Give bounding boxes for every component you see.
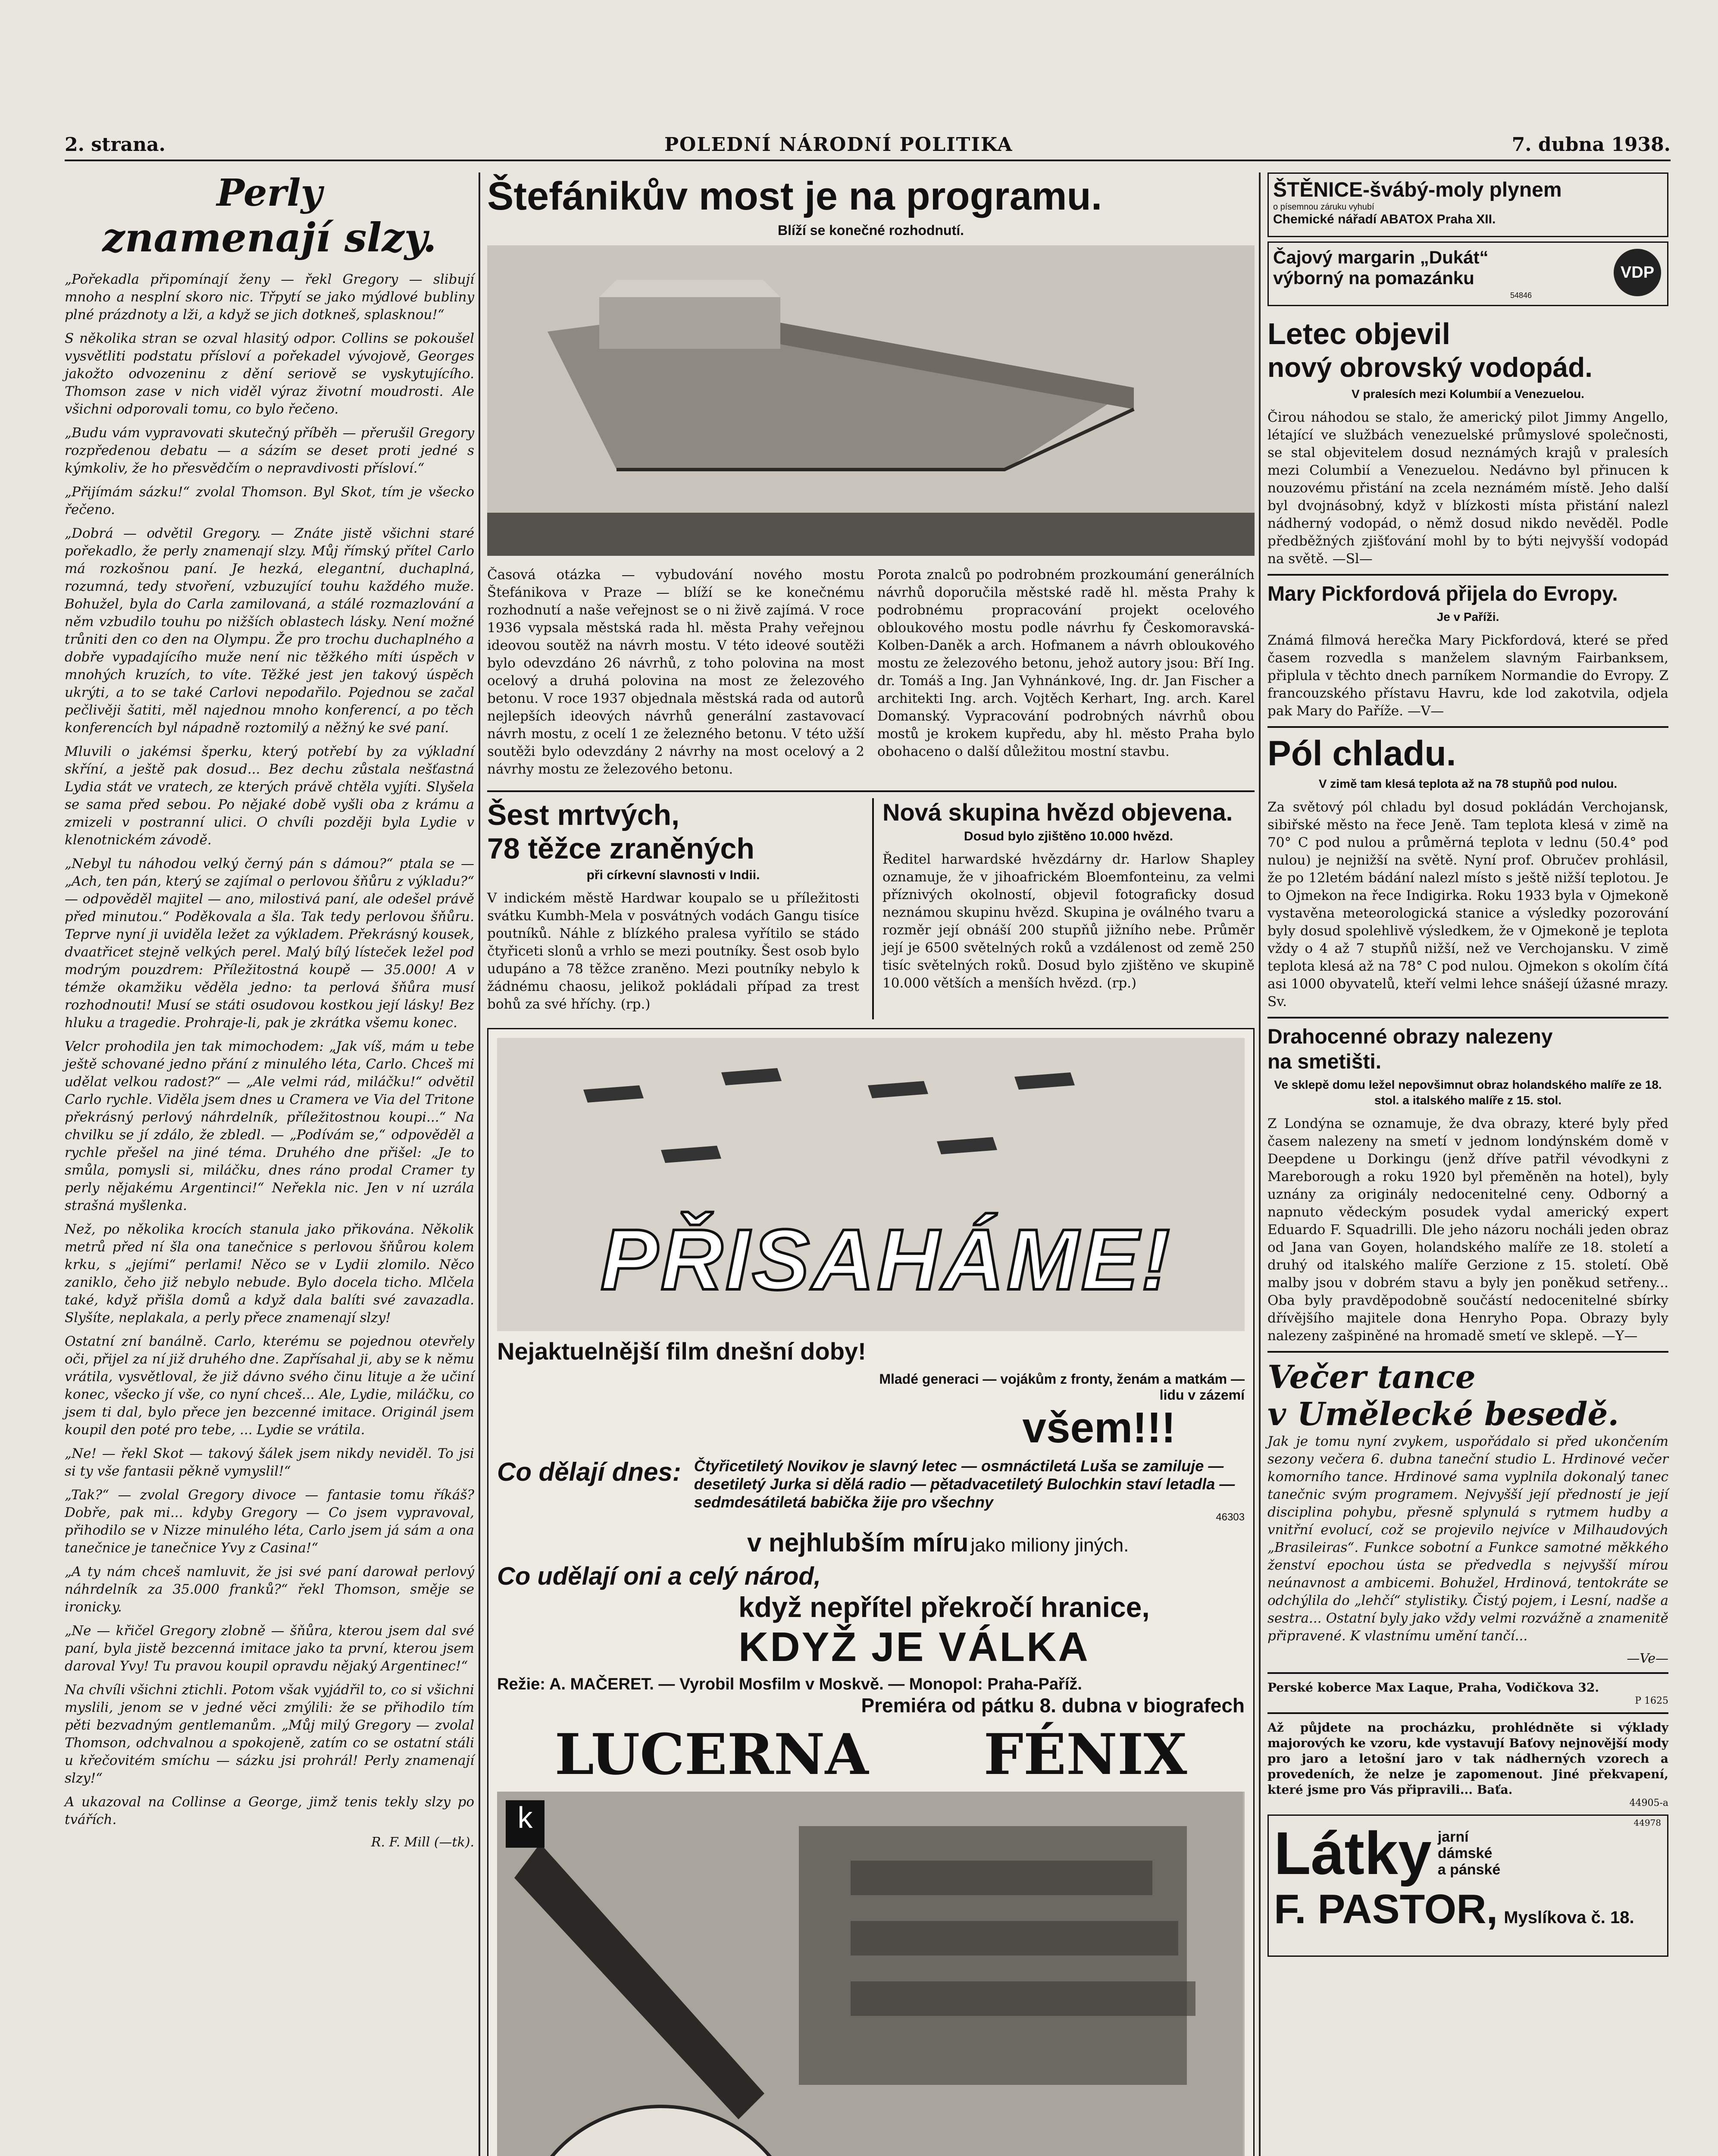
ad-stenice: [1267, 172, 1668, 237]
ad-bata: [1267, 1720, 1668, 1808]
ad-koberce: [1267, 1680, 1668, 1706]
film-premiera: Premiéra od pátku 8. dubna v biografech: [861, 1694, 1245, 1717]
cinema-names: [497, 1721, 1245, 1787]
article-sest: [487, 798, 859, 1019]
film-title: PŘISAHÁME!: [601, 1212, 1173, 1308]
ad-latky-code: 44978: [1634, 1818, 1661, 1828]
ad-margarin-line2: výborný na pomazánku: [1273, 268, 1474, 288]
film-advertisement: [487, 1028, 1255, 2156]
ad-latky-big: Látky: [1274, 1819, 1432, 1887]
right-column: [1267, 172, 1668, 1957]
article-paragraph: „Budu vám vypravovati skutečný příběh — přerušil Gregory rozpředenou debatu — a sázím se deset proti jedné s kýmkoliv, že ho přesvědčím o nepravdivosti přísloví.“: [65, 425, 474, 476]
stefanik-text-1: Časová otázka — vybudování nového mostu Štefánikova v Praze — blíží se ke konečnému rozhodnutí a naše veřejnost se o ni živě zajímá. V roce 1936 vypsala městská rada hl. města Prahy veřejnou ideovou soutěž na návrh mostu. V této ideové soutěži bylo odevzdáno 26 návrhů, z toho polovina na most ocelový a druhá polovina na most ze železového betonu. V roce 1937 objednala městská rada od autorů nejlepších ideových návrhů generální zastavovací návrh mostu, z ocelí 1 ze železného betonu. V této užší soutěži bylo odevzdány 2 návrhy na most ocelový a 2 návrhy mostu ze železového betonu.: [487, 567, 864, 777]
letec-subtitle: V pralesích mezi Kolumbií a Venezuelou.: [1352, 387, 1584, 401]
ad-latky-address: Myslíkova č. 18.: [1504, 1908, 1634, 1927]
article-letec: [1267, 317, 1668, 568]
article-paragraph: Na chvíli všichni ztichli. Potom však vyjádřil to, co si všichni myslili, jenom se v jedné věci zmýlili: že se přihodilo tím pěti bezvadným gentlemanům. „Můj milý Gregory — zvolal Thomson, odchvalnou a spokojeně, zatím co se ostatní stáli u křečovitém smíchu — sázku jsi prohrál! Perly znamenají slzy!“: [65, 1682, 474, 1786]
divider: [1267, 574, 1668, 576]
vecer-signature: —Ve—: [1627, 1651, 1668, 1666]
drahocenne-subtitle: Ve sklepě domu ležel nepovšimnut obraz holandského malíře ze 18. stol. a italského malíře z 15. stol.: [1274, 1078, 1662, 1107]
page-number: 2. strana.: [65, 133, 166, 156]
newspaper-title: POLEDNÍ NÁRODNÍ POLITIKA: [664, 133, 1013, 156]
film-udelaji: Co udělají oni a celý národ,: [497, 1562, 821, 1590]
article-paragraph: „Tak?“ — zvolal Gregory divoce — fantasie tomu říkáš? Dobře, pak mi... kdyby Gregory — Co jsem vypravoval, přihodilo se v Nizze minulého léta, Carlo jsem já sám a ona tanečnice je tanečnice Yvy z Casina!“: [65, 1487, 474, 1556]
article-paragraph: „Ne! — řekl Skot — takový šálek jsem nikdy neviděl. To jsi si ty vše fantasii pěkně vymyslil!“: [65, 1446, 474, 1479]
sest-title-2: 78 těžce zraněných: [487, 832, 754, 865]
article-perly: [65, 172, 474, 1850]
hvezd-text: Ředitel harwardské hvězdárny dr. Harlow Shapley oznamuje, že v jihoafrickém Bloemfonteinu, za velmi příznivých okolností, objevil fotograficky dosud neznámou skupinu hvězd. Skupina je oválného tvaru a rozměr její obnáší 200 stupňů jižního nebe. Průměr její je 6500 světelných roků a vzdálenost od země 250 tisíc světelných roků. Dosud bylo zjištěno ve skupině 10.000 větších a menších hvězd. (rp.): [882, 852, 1255, 991]
issue-date: 7. dubna 1938.: [1511, 133, 1671, 156]
sest-title-1: Šest mrtvých,: [487, 799, 679, 831]
ad-bata-code: 44905-a: [1629, 1798, 1668, 1808]
bridge-model-photo: [487, 245, 1255, 556]
article-title-line2: znamenají slzy.: [102, 214, 437, 261]
ad-abatox: Chemické nářadí ABATOX Praha XII.: [1273, 212, 1496, 226]
divider: [487, 790, 1255, 792]
ad-margarin-code: 54846: [1510, 291, 1532, 300]
ad-latky-small: [1438, 1829, 1501, 1878]
ad-koberce-code: P 1625: [1635, 1695, 1668, 1706]
article-paragraph: „A ty nám chceš namluvit, že jsi své paní darował perlový náhrdelník za 35.000 franků?“ řekl Thomson, směje se ironicky.: [65, 1564, 474, 1615]
article-paragraph: „Dobrá — odvětil Gregory. — Znáte jistě všichni staré pořekadlo, že perly znamenají slzy. Můj římský přítel Carlo má rozkošnou paní. Je hezká, elegantní, duchaplná, rozumná, tedy stvoření, vzbuzující touhu každého muže. Bohužel, byla do Carla zamilovaná, a stálé rozmazlování a něm vzbudilo touhu po nižších oblastech lásky. Není možné trůniti den co den na Olympu. Že pro trochu duchaplného a dobře vypadajícího muže není nic těžkého míti úspěch v mnohých kruzích, to víte. Těžké jest jen takový úspěch ukrýti, a to se také Carlovi nepodařilo. Pojednou se začal pečlivěji šatiti, měl najednou mnoho konferencí, a po těch konferencích byl nápadně roztomilý a něžný ke své paní.: [65, 526, 474, 736]
drahocenne-title-1: Drahocenné obrazy nalezeny: [1267, 1025, 1553, 1048]
film-today-row: [497, 1457, 1245, 1511]
film-rezie: Režie: A. MAČERET. — Vyrobil Mosfilm v Moskvě. — Monopol: Praha-Paříž.: [497, 1675, 1082, 1693]
article-paragraph: Mluvili o jakémsi šperku, který potřebí by za výkladní skříní, a ještě pak dosud... Bez dechu zůstala nešťastná Lydia stát ve vratech, ze kterých právě chtěla vyjíti. Slyšela se sama před sebou. Po nějaké době vyšli oba z krámu a zmizeli v postranní ulici. O chvíli později byla Lydie v klenotnickém závodě.: [65, 744, 474, 848]
article-paragraph: Ostatní zní banálně. Carlo, kterému se pojednou otevřely oči, přijel za ní již druhého dne. Zapřísahal ji, aby se k němu vrátila, vysvětloval, že již dávno svého činu lituje a že učiní konec, všecko jí vše, co nyní chceš... Ale, Lydie, miláčku, co jsem ti dal, bylo přece jen bezcenné imitace. Originál jsem koupil den poté pro tebe, ... Lydie se vrátila.: [65, 1334, 474, 1438]
vecer-title-2: v Umělecké besedě.: [1267, 1396, 1619, 1433]
bugler-boy-icon: [497, 1792, 1243, 2156]
pol-title: Pól chladu.: [1267, 734, 1456, 773]
vdp-logo-icon: VDP: [1614, 249, 1661, 296]
article-body: [65, 271, 474, 1829]
hvezd-title: Nová skupina hvězd objevena.: [882, 799, 1233, 826]
ad-bata-text: Až půjdete na procházku, prohlédněte si výklady majorových ke vzoru, kde vystavují Baťovy nejnovější mody pro jaro a letošní jaro v tak nádherných vzorech a provedeních, že nelze je zapomenout. Jiné překvapení, které jsme pro Vás připravili... Baťa.: [1267, 1720, 1668, 1797]
article-paragraph: A ukazoval na Collinse a George, jimž tenis tekly slzy po tvářích.: [65, 1794, 474, 1827]
ad-stenice-small: o písemnou záruku vyhubí: [1273, 202, 1374, 212]
ad-latky-jarni: jarní: [1437, 1829, 1469, 1845]
mary-text: Známá filmová herečka Mary Pickfordová, které se před časem rozvedla s manželem slavným Fairbanksem, připlula v těchto dnech parníkem Normandie do Evropy. Z francouzského přístavu Havru, kde lod zakotvila, odjela pak Mary do Paříže. —V—: [1267, 633, 1668, 719]
ad-latky-damske: dámské: [1437, 1845, 1493, 1861]
drahocenne-text: Z Londýna se oznamuje, že dva obrazy, které byly před časem nalezeny na smetí v jednom londýnském domě v Deepdene u Dorkingu (jenž dříve patřil vévodkyni z Mareborough a roku 1920 byl přeměněn na hotel), byly uznány za originály nedocenitelné ceny. Odborný a napnuto vědeckým posudek vydal americký expert Eduardo F. Squadrilli. Dle jeho názoru nocháli jeden obraz od Jana van Goyen, holandského malíře ze 18. století a druhý od italského malíře Gerzione z 15. století. Obě malby jsou v dobrém stavu a byly jen poněkud setřeny... Oba byly pravděpodobně součástí nedocenitelné sbírky dřívějšího majitele dona Henryho Popa. Obrazy byly nalezeny zašpiněné na hromadě smetí ve sklepě. —Y—: [1267, 1116, 1668, 1344]
divider: [1267, 1017, 1668, 1018]
divider: [1267, 1712, 1668, 1714]
pol-subtitle: V zimě tam klesá teplota až na 78 stupňů pod nulou.: [1318, 777, 1618, 790]
vecer-title-1: Večer tance: [1267, 1359, 1476, 1396]
mary-title: Mary Pickfordová přijela do Evropy.: [1267, 583, 1618, 605]
bridge-model-image: [487, 245, 1255, 556]
letec-title-1: Letec objevil: [1267, 317, 1451, 351]
film-peace-row: [747, 1528, 1245, 1557]
article-paragraph: „Ne — křičel Gregory zlobně — šňůra, kterou jsem dal své paní, byla jistě bezcenná imitace jako ta první, kterou jsem daroval Yvy! Tu pravou koupil opravdu nějaký Argentinec!“: [65, 1623, 474, 1674]
letec-text: Čirou náhodou se stalo, že americký pilot Jimmy Angello, létající ve službách venezuelské průmyslové společnosti, se stal objevitelem dosud neznámých krajů v pralesích mezi Columbií a Venezuelou. Nedávno byl přinucen k nouzovému přistání na zcela neznámém místě. Jeho další byl dvojnásobný, když v blízkosti místa přistání nalezl nádherný vodopád, o němž dosud nikdo nevěděl. Podle předběžných zjišťování mohl by to býti nejvyšší vodopád na světě. —Sl—: [1267, 410, 1668, 567]
film-mir-2: jako miliony jiných.: [970, 1535, 1129, 1556]
hvezd-subtitle: Dosud bylo zjištěno 10.000 hvězd.: [964, 829, 1173, 843]
article-title-line1: Perly: [216, 171, 322, 215]
stefanik-text-2: Porota znalců po podrobném prozkoumání generálních návrhů doporučila městské radě hl. města Prahy k podrobnému propracování projekt ocelového obloukového mostu podle návrhu fy Českomoravská-Kolben-Daněk a arch. Hofmanem a návrh obloukového mostu ze železového betonu, jehož autory jsou: Bří Ing. dr. Tomáš a Ing. Jan Vyhnánkové, Ing. dr. Jan Fischer a architekti Ing. arch. Vojtěch Kerhart, Ing. arch. Karel Domanský. Vypracování podrobných návrhů obou mostů je krokem kupředu, aby hl. město Praha bylo obohaceno o další důležitou mostní stavbu.: [877, 567, 1255, 759]
logo-k: k: [506, 1800, 545, 1848]
ad-latky: [1267, 1814, 1668, 1957]
stefanik-body: [487, 566, 1255, 784]
article-paragraph: „Přijímám sázku!“ zvolal Thomson. Byl Skot, tím je všecko řečeno.: [65, 484, 474, 517]
film-co-delaji-text: Čtyřicetiletý Novikov je slavný letec — osmnáctiletá Luša se zamiluje — desetiletý Jurka si dělá radio — pětadvacetiletý Bulochkin staví letadla — sedmdesátiletá babička žije pro všechny: [694, 1457, 1235, 1511]
article-paragraph: „Nebyl tu náhodou velký černý pán s dámou?“ ptala se — „Ach, ten pán, který se zajímal o perlovou šňůru z výkladu?“ — odpověděl majitel — ano, milostivá paní, ale odešel právě před minutou.“ Poděkovala a šla. Tak tedy perlovou šňůru. Teprve nyní ji uviděla ležet za výkladem. Překrásný kousek, dvaatřicet stejně velkých perel. Malý bílý lísteček ležel pod modrým pouzdrem: Příležitostná koupě — 35.000! A v témže okamžiku věděla jedno: ta perlová šňůra musí rozhodnouti! Musí se státi osudovou kostkou její lásky! Bez hluku a tragedie. Prohraje-li, pak je zkrátka všemu konec.: [65, 856, 474, 1031]
page-header: [65, 129, 1671, 161]
cinema-fenix: FÉNIX: [983, 1721, 1187, 1787]
cinema-lucerna: LUCERNA: [554, 1721, 869, 1787]
letec-title-2: nový obrovský vodopád.: [1267, 352, 1593, 383]
ad-stenice-title: ŠTĚNICE-švábý-moly plynem: [1273, 179, 1562, 201]
article-paragraph: Velcr prohodila jen tak mimochodem: „Jak víš, mám u tebe ještě schované jedno přání z minulého léta, Carlo. Chceš mi udělat velkou radost?“ — „Ale velmi rád, miláčku!“ odvětil Carlo rychle. Viděla jsem dnes u Cramera ve Via del Tritone překrásný perlový náhrdelník, příležitostnou koupi...“ Na chvilku se jí zdálo, že zbledl. — „Podívám se,“ odpověděl a rychle přešel na jiné téma. Druhého dne přišel: „Je to smůla, pomysli si, miláčku, dnes ráno prodal Cramer ty perly nějakému Argentinci!“ Neřekla nic. Jen v ní uzrála strašná myšlenka.: [65, 1039, 474, 1213]
pol-text: Za světový pól chladu byl dosud pokládán Verchojansk, sibiřské město na řece Jeně. Tam teplota klesá v zimě na 70° C pod nulou a průměrná teplota v lednu (50.4° pod nulou) je nejnižší na světě. Nyní prof. Obručev prohlásil, že po 12letém bádání nalezl místo s ještě nižší teplotou. Je to Ojmekon na řece Indigirka. Roku 1933 byla v Ojmekoně vystavěna meteorologická stanice a výsledky pozorování byly dosud spolehlivě výsledkem, že v Ojmekoně je teplota vždy o 4 až 7 stupňů nižší, než ve Verchojansku. V zimě teplota klesá až na 78° C pod nulou. Ojmekon s okolím čítá asi 1000 obyvatelů, kteří velmi lehce snášejí úžasné mrazy. Sv.: [1267, 799, 1668, 1009]
article-drahocenne: [1267, 1025, 1668, 1345]
film-nepritel: když nepřítel překročí hranice,: [739, 1591, 1150, 1623]
film-audience: Mladé generaci — vojákům z fronty, ženám a matkám — lidu v zázemí: [879, 1371, 1245, 1403]
ad-margarin-title: Čajový margarin „Dukát“: [1273, 247, 1489, 267]
column-rule-1: [479, 172, 480, 2156]
article-paragraph: S několika stran se ozval hlasitý odpor. Collins se pokoušel vysvětliti podstatu přísloví a pořekadel vývojově, Georges jakožto odvozeninu z dění seriově se vyskytujícího. Thomson zase v nich viděl výraz životní moudrosti. Ale všichni odporovali tomu, co bylo řečeno.: [65, 331, 474, 417]
article-pol: [1267, 734, 1668, 1011]
film-poster-top: [497, 1038, 1245, 1331]
vecer-text: Jak je tomu nyní zvykem, uspořádalo si před ukončením sezony večera 6. dubna taneční studio L. Hrdinové večer komorního tance. Hrdinové sama vyplnila dokonalý tanec tanečnic svým programem. Nejvyšší její předností je její disciplina pohybu, přesně splynulá s rytmem hudby a vnitřní evolucí, což se projevilo nejvíce v Milhaudových „Brasileiras“. Funkce sobotní a Funkce samotné měkkého ženství epochou ústa se předvedla s nejvyšší mírou neúnavnost a ambicemi. Bohužel, Hrdinová, tentokráte se odchýlila do „lehčí“ stylistiky. Čistý pojem, i Lesní, nadše a sestra... Ostatní byly jako vždy velmi rozvážně a znamenitě připravené. K vlastnímu umění tančí...: [1267, 1434, 1668, 1644]
soldiers-illustration: [497, 1792, 1245, 2156]
article-signature: R. F. Mill (—tk).: [371, 1835, 474, 1850]
stefanik-subtitle: Blíží se konečné rozhodnutí.: [777, 222, 964, 238]
film-vsem: všem!!!: [1022, 1404, 1176, 1452]
article-hvezd: [872, 798, 1255, 1019]
film-valka: KDYŽ JE VÁLKA: [739, 1624, 1090, 1670]
film-tagline: Nejaktuelnější film dnešní doby!: [497, 1338, 866, 1365]
article-paragraph: Než, po několika krocích stanula jako přikována. Několik metrů před ní šla ona tanečnice s perlovou šňůrou kolem krku, s „jejími“ perlami! Něco se v Lydii zlomilo. Něco zaniklo, čeho již nebylo nebude. Bylo docela ticho. Mlčela také, když přišla domů a když dala balíti své zavazadla. Slyšíte, neplakala, a perly přece znamenají slzy!: [65, 1222, 474, 1326]
ad-latky-panske: a pánské: [1437, 1861, 1501, 1878]
ad-latky-name: F. PASTOR,: [1274, 1886, 1498, 1932]
column-rule-2: [1259, 172, 1261, 2156]
stefanik-title: Štefánikův most je na programu.: [487, 174, 1102, 218]
divider: [1267, 1672, 1668, 1674]
center-column: [487, 172, 1255, 2156]
film-mir: v nejhlubším míru: [747, 1528, 969, 1557]
film-code: 46303: [1216, 1511, 1245, 1523]
article-mary: [1267, 582, 1668, 720]
short-news-row: [487, 798, 1255, 1019]
sest-text: V indickém městě Hardwar koupalo se u příležitosti svátku Kumbh-Mela v posvátných vodách Gangu tisíce poutníků. Náhle z blízkého pralesa vyřítilo se stádo čtyřiceti slonů a vrhlo se mezi poutníky. Šest osob bylo udupáno a 78 těžce zraněno. Mezi poutníky nebylo k žádnému chaosu, jelikož pokládali případ za trest bohů za své hříchy. (rp.): [487, 890, 859, 1012]
article-vecer: [1267, 1359, 1668, 1666]
ad-margarin: [1267, 241, 1668, 306]
divider: [1267, 726, 1668, 728]
film-co-delaji: Co dělají dnes:: [497, 1457, 681, 1486]
drahocenne-title-2: na smetišti.: [1267, 1050, 1382, 1073]
mary-subtitle: Je v Paříži.: [1436, 610, 1499, 624]
divider: [1267, 1351, 1668, 1353]
article-paragraph: „Pořekadla připomínají ženy — řekl Gregory — slibují mnoho a nesplní skoro nic. Třpytí se jako mýdlové bubliny plné prázdnoty a lži, a když se jich dotkneš, splasknou!“: [65, 272, 474, 323]
sest-subtitle: při církevní slavnosti v Indii.: [586, 868, 760, 882]
ad-koberce-text: Perské koberce Max Laque, Praha, Vodičkova 32.: [1267, 1680, 1599, 1695]
